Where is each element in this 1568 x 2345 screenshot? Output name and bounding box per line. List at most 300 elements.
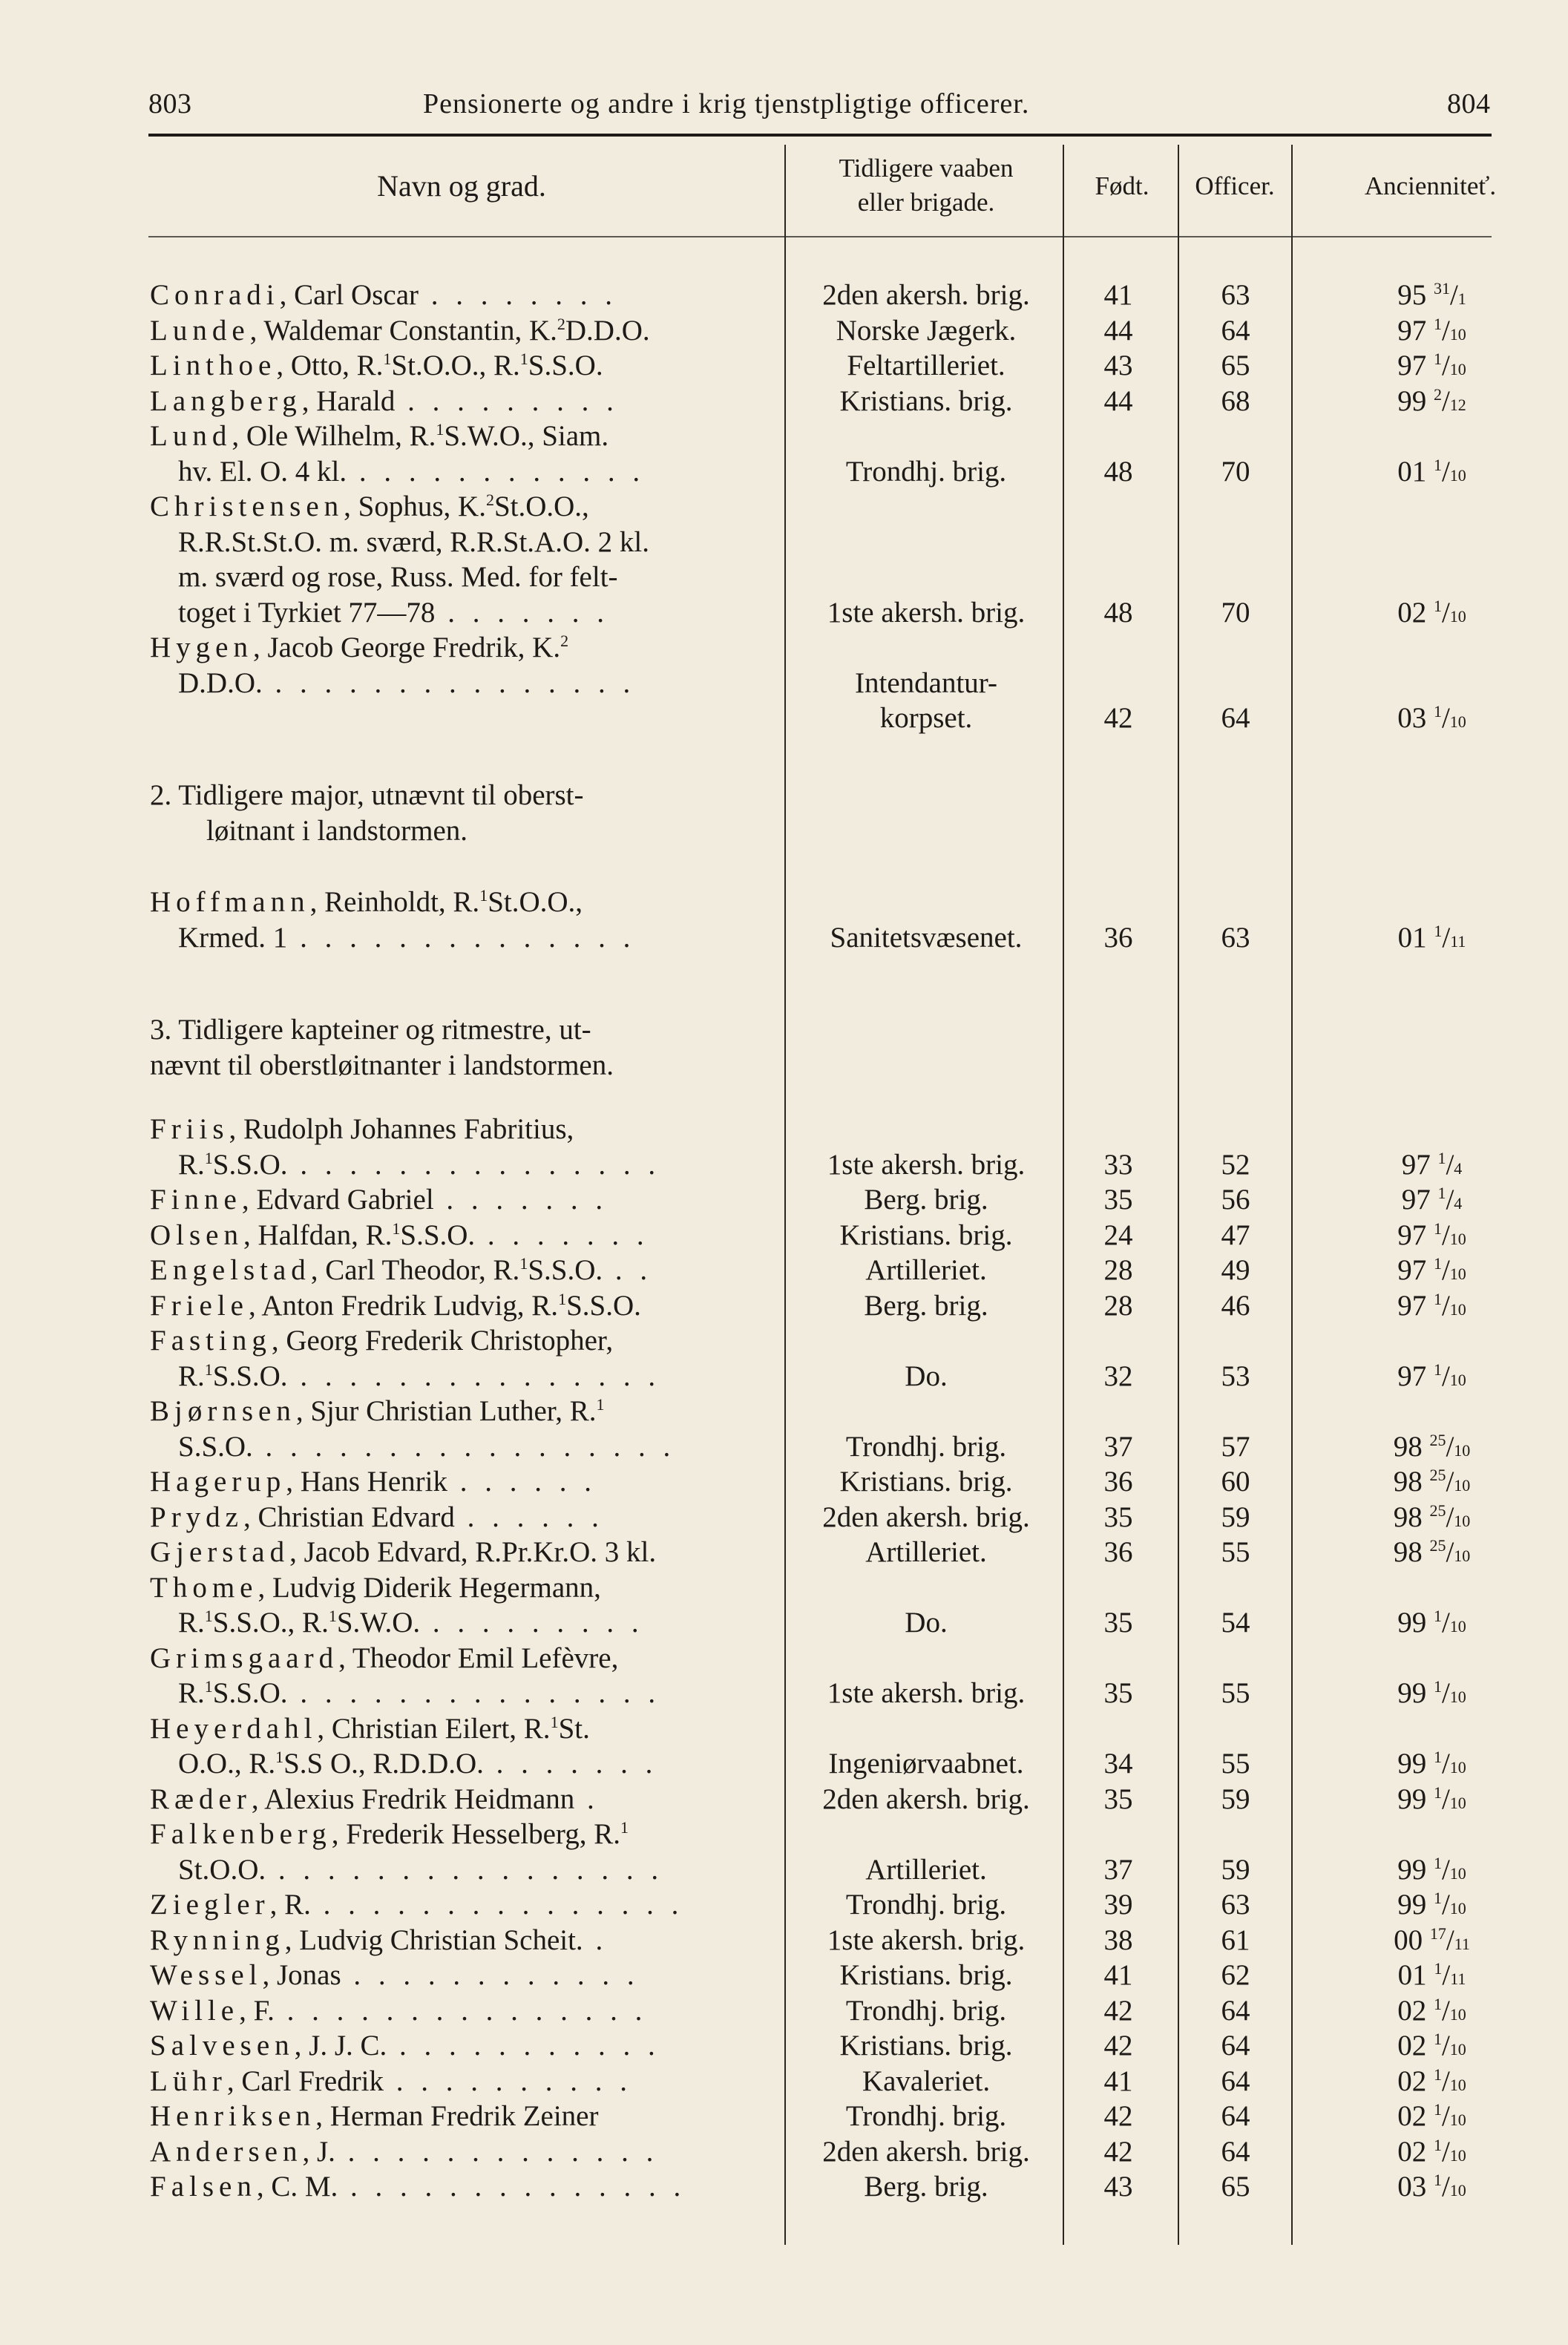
branch-cell: 2den akersh. brig. [822, 1782, 1030, 1815]
leader-dots: . . . . . . . . . . . . . . [338, 2171, 686, 2203]
officer-name [150, 1570, 773, 1606]
officer-name [150, 1711, 773, 1747]
born-year-cell: 42 [1103, 2100, 1133, 2132]
officer-name [150, 348, 773, 384]
seniority-fraction-denominator: 10 [1449, 1370, 1466, 1389]
table-row-continuation [0, 1676, 1568, 1711]
branch-cell: Berg. brig. [864, 2171, 988, 2203]
officer-name [150, 1253, 773, 1288]
branch-cell: 1ste akersh. brig. [827, 1148, 1026, 1181]
seniority-cell: 97 $^1$/10 [1397, 1360, 1466, 1392]
branch-cell: 2den akersh. brig. [822, 1501, 1030, 1533]
officer-name-rest: , C. M. [256, 2171, 338, 2203]
officer-surname: Conradi [150, 279, 280, 311]
table-row-continuation [0, 1359, 1568, 1394]
leader-dots: . . . . . . . . . . . . . . . [262, 666, 636, 699]
officer-year-cell: 59 [1221, 1782, 1250, 1815]
born-year-cell: 35 [1103, 1677, 1133, 1709]
seniority-fraction-denominator: 10 [1449, 606, 1466, 626]
born-year-cell: 44 [1103, 314, 1133, 347]
officer-year-cell: 63 [1221, 1889, 1250, 1921]
officer-name-continuation: S.S.O. . . . . . . . . . . . . . . . . . [178, 1430, 676, 1463]
born-year-cell: 42 [1103, 702, 1133, 734]
officer-name [150, 885, 773, 920]
seniority-year: 03 [1397, 702, 1434, 734]
seniority-fraction-numerator: 1 [1434, 1959, 1443, 1978]
seniority-fraction-numerator: 1 [1433, 2030, 1442, 2048]
officer-name [150, 313, 773, 349]
born-year-cell: 42 [1103, 2135, 1133, 2168]
leader-dots: . . . . . . . . . . . . . . . . . [252, 1430, 676, 1463]
seniority-cell: 02 $^1$/10 [1397, 596, 1466, 629]
seniority-fraction-denominator: 10 [1449, 1617, 1466, 1636]
table-row [0, 2134, 1568, 2170]
table-row-continuation [0, 525, 1568, 560]
seniority-year: 99 [1397, 384, 1434, 417]
officer-name [150, 1464, 773, 1500]
branch-cell: 2den akersh. brig. [822, 279, 1030, 311]
officer-name-rest: , Harald [301, 384, 396, 417]
officer-surname: Grimsgaard [150, 1642, 339, 1674]
officer-year-cell: 63 [1221, 279, 1250, 311]
officer-year-cell: 64 [1221, 2064, 1250, 2097]
officer-name-rest: , R. [269, 1889, 311, 1921]
table-row [0, 1958, 1568, 1993]
seniority-cell: 02 $^1$/10 [1397, 2064, 1466, 2097]
officer-surname: Olsen [150, 1219, 243, 1251]
table-row-continuation [0, 454, 1568, 490]
seniority-cell: 97 $^1$/10 [1397, 1219, 1466, 1251]
seniority-cell: 01 $^1$/11 [1397, 921, 1466, 954]
branch-cell: Do. [905, 1607, 948, 1639]
seniority-fraction-numerator: 1 [1433, 702, 1442, 721]
officer-year-cell: 65 [1221, 350, 1250, 381]
born-year-cell: 28 [1103, 1289, 1133, 1322]
seniority-fraction-denominator: 10 [1449, 2145, 1466, 2165]
seniority-cell: 00 $^{17}$/11 [1394, 1923, 1470, 1956]
leader-dots: . . . . . . . [483, 1748, 658, 1780]
branch-cell: korpset. [879, 702, 973, 734]
seniority-fraction-denominator: 10 [1454, 1547, 1471, 1565]
leader-dots: . . . . . . [454, 1501, 604, 1533]
officer-name-rest: , Sophus, K.$^2$St.O.O., [344, 491, 589, 522]
seniority-fraction-numerator: 1 [1433, 2100, 1442, 2119]
leader-dots: . . . . . . . [475, 1219, 649, 1251]
seniority-year: 02 [1397, 596, 1434, 629]
seniority-fraction-numerator: 31 [1433, 279, 1450, 298]
seniority-fraction-denominator: 10 [1449, 1688, 1466, 1706]
born-year-cell: 41 [1103, 1959, 1133, 1991]
seniority-year: 97 [1397, 1254, 1434, 1286]
table-row [0, 1887, 1568, 1923]
table-row [0, 1570, 1568, 1606]
born-year-cell: 48 [1103, 596, 1133, 629]
table-row [0, 1288, 1568, 1324]
branch-cell: Kristians. brig. [839, 1466, 1013, 1498]
leader-dots: . . . . . . . . . . . . . . . . [266, 1853, 664, 1886]
officer-surname: Lund [150, 420, 232, 452]
officer-name-rest: , F. [239, 1994, 275, 2027]
officer-name-rest: , Herman Fredrik Zeiner [315, 2100, 599, 2132]
section-3-heading-line1: 3. Tidligere kapteiner og ritmestre, ut- [150, 1014, 591, 1046]
leader-dots: . . . . . . . [433, 1184, 608, 1216]
seniority-year: 97 [1397, 1289, 1434, 1322]
officer-name-rest: , Theodor Emil Lefèvre, [338, 1642, 619, 1674]
branch-cell: Sanitetsvæsenet. [830, 921, 1023, 954]
officer-surname: Lunde [150, 314, 250, 347]
table-row-continuation [0, 666, 1568, 701]
seniority-fraction-denominator: 10 [1449, 1899, 1466, 1918]
seniority-cell: 97 $^1$/10 [1397, 314, 1466, 347]
officer-surname: Engelstad [150, 1254, 311, 1286]
officer-year-cell: 65 [1221, 2171, 1250, 2203]
header-rule [148, 134, 1492, 137]
seniority-fraction-numerator: 1 [1433, 2064, 1442, 2084]
officer-year-cell: 64 [1221, 2135, 1250, 2168]
officer-name [150, 489, 773, 525]
officer-year-cell: 64 [1221, 702, 1250, 734]
officer-surname: Ræder [150, 1782, 252, 1815]
born-year-cell: 41 [1103, 279, 1133, 311]
officer-name-rest: , Jacob George Fredrik, K.$^2$ [252, 632, 569, 663]
officer-name [150, 630, 773, 666]
seniority-year: 99 [1397, 1607, 1434, 1639]
officer-name [150, 1958, 773, 1993]
seniority-year: 98 [1393, 1501, 1430, 1533]
branch-cell: Trondhj. brig. [845, 1994, 1007, 2027]
seniority-cell: 97 $^1$/4 [1401, 1148, 1463, 1181]
officer-surname: Henriksen [150, 2100, 316, 2132]
table-row-continuation [0, 1605, 1568, 1641]
seniority-fraction-denominator: 10 [1449, 2040, 1466, 2059]
column-header-officer: Officer. [1195, 171, 1275, 200]
branch-cell: 1ste akersh. brig. [827, 1677, 1026, 1709]
table-row [0, 1711, 1568, 1747]
table-row-continuation [0, 1746, 1568, 1782]
officer-name-rest: , Jacob Edvard, R.Pr.Kr.O. 3 kl. [289, 1536, 657, 1568]
seniority-year: 97 [1397, 1360, 1434, 1392]
officer-name-continuation: R.$^1$S.S.O. . . . . . . . . . . . . . . . [178, 1677, 661, 1709]
born-year-cell: 35 [1103, 1782, 1133, 1815]
officer-name-rest: , Sjur Christian Luther, R.$^1$ [295, 1395, 605, 1427]
branch-cell: Kristians. brig. [839, 384, 1013, 417]
seniority-year: 01 [1397, 921, 1434, 954]
table-row [0, 1394, 1568, 1429]
officer-name-rest: , Halfdan, R.$^1$S.S.O. [243, 1219, 476, 1251]
table-row [0, 885, 1568, 920]
seniority-year: 01 [1397, 455, 1434, 488]
seniority-fraction-numerator: 1 [1433, 2171, 1442, 2189]
born-year-cell: 36 [1103, 921, 1133, 954]
table-row [0, 1923, 1568, 1958]
leader-dots: . . . . . . . [435, 596, 609, 629]
officer-year-cell: 64 [1221, 2030, 1250, 2062]
officer-name-rest: , Carl Fredrik [226, 2064, 384, 2097]
leader-dots: . [574, 1782, 600, 1815]
leader-dots: . . . . . . . . . . . . . . [287, 921, 636, 954]
leader-dots: . . . . . . [447, 1466, 597, 1498]
branch-cell: Artilleriet. [865, 1536, 987, 1568]
seniority-year: 97 [1401, 1184, 1438, 1216]
table-row-continuation [0, 920, 1568, 956]
officer-name-rest: , Ole Wilhelm, R.$^1$S.W.O., Siam. [232, 420, 609, 452]
officer-surname: Prydz [150, 1501, 243, 1533]
seniority-fraction-numerator: 1 [1433, 1782, 1442, 1802]
officer-name-rest: , Alexius Fredrik Heidmann [251, 1782, 575, 1815]
officer-name [150, 1887, 773, 1923]
section-3-heading-line2: nævnt til oberstløitnanter i landstormen. [150, 1049, 614, 1081]
leader-dots: . . . . . . . . . . . . . . . [287, 1360, 661, 1392]
seniority-fraction-numerator: 1 [1433, 350, 1442, 368]
seniority-fraction-numerator: 25 [1429, 1466, 1446, 1484]
officer-year-cell: 68 [1221, 384, 1250, 417]
seniority-fraction-numerator: 25 [1429, 1536, 1446, 1555]
column-header-branch [787, 151, 1066, 220]
officer-year-cell: 49 [1221, 1254, 1250, 1286]
seniority-cell: 98 $^{25}$/10 [1393, 1501, 1471, 1533]
leader-dots: . . . . . . . . . . . [387, 2030, 660, 2062]
officer-name-rest: , Frederik Hesselberg, R.$^1$ [331, 1818, 629, 1850]
branch-cell: Berg. brig. [864, 1184, 988, 1216]
officer-year-cell: 59 [1221, 1853, 1250, 1886]
branch-cell: Trondhj. brig. [845, 1430, 1007, 1463]
seniority-fraction-numerator: 1 [1433, 1994, 1442, 2013]
branch-cell: 1ste akersh. brig. [827, 596, 1026, 629]
seniority-year: 97 [1397, 350, 1434, 381]
officer-year-cell: 46 [1221, 1289, 1250, 1322]
officer-year-cell: 53 [1221, 1360, 1250, 1392]
officer-year-cell: 54 [1221, 1607, 1250, 1639]
branch-cell: Trondhj. brig. [845, 1889, 1007, 1921]
seniority-fraction-denominator: 10 [1449, 712, 1466, 731]
seniority-year: 99 [1397, 1782, 1434, 1815]
officer-surname: Andersen [150, 2135, 303, 2168]
leader-dots: . . . . . . . . . . . . [341, 1959, 640, 1991]
seniority-fraction-denominator: 10 [1449, 2004, 1466, 2024]
officer-name [150, 419, 773, 454]
seniority-fraction-denominator: 4 [1454, 1158, 1463, 1178]
seniority-fraction-denominator: 10 [1454, 1511, 1471, 1530]
seniority-fraction-numerator: 1 [1433, 1219, 1442, 1238]
branch-cell: Kristians. brig. [839, 1959, 1013, 1991]
born-year-cell: 36 [1103, 1536, 1133, 1568]
officer-surname: Lühr [150, 2064, 227, 2097]
leader-dots: . [583, 1923, 608, 1956]
officer-name [150, 1323, 773, 1359]
branch-cell: 1ste akersh. brig. [827, 1923, 1026, 1956]
branch-cell: Artilleriet. [865, 1254, 987, 1286]
seniority-year: 01 [1397, 1959, 1434, 1991]
seniority-year: 98 [1393, 1430, 1430, 1463]
leader-dots: . . . . . . . . . . . . [347, 455, 646, 488]
seniority-fraction-denominator: 10 [1449, 1229, 1466, 1248]
table-row [0, 1323, 1568, 1359]
officer-name-continuation: O.O., R.$^1$S.S O., R.D.D.O. . . . . . . . [178, 1748, 658, 1780]
seniority-cell: 01 $^1$/10 [1397, 455, 1466, 488]
branch-cell: Trondhj. brig. [845, 2100, 1007, 2132]
seniority-fraction-numerator: 1 [1437, 1184, 1446, 1202]
born-year-cell: 43 [1103, 2171, 1133, 2203]
born-year-cell: 42 [1103, 1994, 1133, 2027]
officer-name-continuation: R.R.St.St.O. m. sværd, R.R.St.A.O. 2 kl. [178, 525, 649, 558]
officer-name [150, 2134, 773, 2170]
born-year-cell: 24 [1103, 1219, 1133, 1251]
table-row-continuation [0, 560, 1568, 595]
officer-surname: Falkenberg [150, 1818, 332, 1850]
officer-year-cell: 70 [1221, 455, 1250, 488]
seniority-fraction-denominator: 4 [1454, 1194, 1463, 1213]
officer-name [150, 1817, 773, 1852]
table-row [0, 1817, 1568, 1852]
officer-name-continuation: D.D.O. . . . . . . . . . . . . . . . [178, 666, 636, 699]
seniority-fraction-denominator: 10 [1449, 2110, 1466, 2129]
seniority-cell: 98 $^{25}$/10 [1393, 1536, 1471, 1568]
officer-name [150, 1500, 773, 1535]
born-year-cell: 32 [1103, 1360, 1133, 1392]
seniority-year: 95 [1397, 279, 1434, 311]
section-2-heading-line2: løitnant i landstormen. [206, 815, 468, 847]
seniority-year: 02 [1397, 1994, 1434, 2027]
officer-name-rest: , Ludvig Christian Scheit. [284, 1923, 583, 1956]
officer-year-cell: 64 [1221, 2100, 1250, 2132]
seniority-fraction-denominator: 10 [1449, 465, 1466, 485]
seniority-cell: 99 $^1$/10 [1397, 1748, 1466, 1780]
officer-year-cell: 61 [1221, 1923, 1250, 1956]
officer-name-rest: , Edvard Gabriel [241, 1184, 434, 1216]
leader-dots: . . . . . . . . [419, 279, 618, 311]
seniority-cell: 03 $^1$/10 [1397, 2171, 1466, 2203]
column-header-born: Født. [1095, 171, 1149, 200]
officer-name [150, 1394, 773, 1429]
born-year-cell: 36 [1103, 1466, 1133, 1498]
seniority-cell: 98 $^{25}$/10 [1393, 1430, 1471, 1463]
section-2-heading-line1: 2. Tidligere major, utnævnt til oberst- [150, 779, 584, 811]
born-year-cell: 37 [1103, 1853, 1133, 1886]
table-row [0, 2064, 1568, 2099]
seniority-fraction-denominator: 10 [1449, 360, 1466, 378]
officer-year-cell: 47 [1221, 1219, 1250, 1251]
seniority-cell: 02 $^1$/10 [1397, 2135, 1466, 2168]
officer-name-rest: , Reinholdt, R.$^1$St.O.O., [309, 886, 583, 918]
seniority-fraction-denominator: 11 [1454, 1934, 1470, 1953]
born-year-cell: 35 [1103, 1184, 1133, 1216]
officer-name [150, 1782, 773, 1817]
born-year-cell: 34 [1103, 1748, 1133, 1780]
officer-name-rest: , Christian Edvard [243, 1501, 455, 1533]
officer-name-continuation: St.O.O. . . . . . . . . . . . . . . . . [178, 1853, 664, 1886]
seniority-cell: 97 $^1$/4 [1401, 1184, 1463, 1216]
table-row [0, 489, 1568, 525]
officer-surname: Bjørnsen [150, 1395, 296, 1427]
table-row [0, 1464, 1568, 1500]
page-number-right: 804 [1447, 88, 1491, 119]
seniority-cell: 99 $^1$/10 [1397, 1677, 1466, 1709]
seniority-fraction-numerator: 1 [1433, 596, 1442, 615]
seniority-fraction-denominator: 10 [1449, 324, 1466, 344]
officer-surname: Gjerstad [150, 1536, 290, 1568]
table-row [0, 1641, 1568, 1676]
officer-surname: Langberg [150, 384, 302, 417]
officer-name [150, 1112, 773, 1147]
officer-surname: Falsen [150, 2171, 257, 2203]
seniority-year: 98 [1393, 1536, 1430, 1568]
officer-name-continuation: hv. El. O. 4 kl. . . . . . . . . . . . . [178, 455, 646, 488]
branch-cell: Do. [905, 1360, 948, 1392]
seniority-year: 00 [1394, 1923, 1430, 1956]
table-row [0, 313, 1568, 349]
born-year-cell: 28 [1103, 1254, 1133, 1286]
seniority-fraction-numerator: 1 [1433, 455, 1442, 474]
branch-cell: Intendantur- [855, 666, 997, 699]
seniority-cell: 99 $^1$/10 [1397, 1607, 1466, 1639]
officer-surname: Christensen [150, 491, 344, 522]
officer-name-rest: , Ludvig Diderik Hegermann, [257, 1571, 601, 1604]
table-row-continuation [0, 1852, 1568, 1888]
seniority-cell: 97 $^1$/10 [1397, 350, 1466, 381]
officer-name [150, 2028, 773, 2064]
seniority-fraction-denominator: 10 [1449, 2075, 1466, 2094]
seniority-cell: 98 $^{25}$/10 [1393, 1466, 1471, 1498]
officer-year-cell: 64 [1221, 1994, 1250, 2027]
officer-name [150, 1535, 773, 1570]
officer-name-continuation: m. sværd og rose, Russ. Med. for felt- [178, 561, 618, 593]
officer-name-rest: , Anton Fredrik Ludvig, R.$^1$S.S.O. [248, 1289, 641, 1322]
table-row [0, 630, 1568, 666]
seniority-cell: 99 $^1$/10 [1397, 1782, 1466, 1815]
table-row [0, 1182, 1568, 1218]
born-year-cell: 43 [1103, 350, 1133, 381]
officer-name-rest: , J. [302, 2135, 335, 2168]
table-row [0, 1253, 1568, 1288]
seniority-fraction-numerator: 1 [1433, 1889, 1442, 1907]
officer-year-cell: 59 [1221, 1501, 1250, 1533]
seniority-cell: 02 $^1$/10 [1397, 1994, 1466, 2027]
born-year-cell: 35 [1103, 1501, 1133, 1533]
officer-name-continuation: Krmed. 1 . . . . . . . . . . . . . . [178, 921, 636, 954]
seniority-year: 99 [1397, 1853, 1434, 1886]
column-header-branch-line1: Tidligere vaaben [839, 154, 1014, 183]
officer-name [150, 2169, 773, 2205]
table-row [0, 1218, 1568, 1253]
officer-surname: Hygen [150, 632, 253, 663]
seniority-cell: 95 $^{31}$/1 [1397, 279, 1466, 311]
seniority-year: 02 [1397, 2064, 1434, 2097]
officer-name-rest: , Carl Oscar [279, 279, 419, 311]
branch-cell: 2den akersh. brig. [822, 2135, 1030, 2168]
officer-year-cell: 57 [1221, 1430, 1250, 1463]
seniority-cell: 97 $^1$/10 [1397, 1254, 1466, 1286]
table-row [0, 348, 1568, 384]
seniority-fraction-denominator: 10 [1449, 1758, 1466, 1777]
column-header-name: Navn og grad. [377, 169, 546, 203]
officer-name [150, 1641, 773, 1676]
table-row-continuation [0, 701, 1568, 736]
seniority-year: 98 [1393, 1466, 1430, 1498]
table-row [0, 278, 1568, 313]
seniority-fraction-denominator: 1 [1457, 289, 1466, 308]
table-row [0, 2099, 1568, 2134]
seniority-fraction-denominator: 10 [1449, 1863, 1466, 1883]
officer-year-cell: 63 [1221, 921, 1250, 954]
seniority-fraction-numerator: 2 [1433, 384, 1442, 404]
officer-name-rest: , Christian Eilert, R.$^1$St. [317, 1712, 590, 1745]
seniority-fraction-numerator: 1 [1433, 1748, 1442, 1766]
officer-name-rest: , Hans Henrik [286, 1466, 447, 1498]
born-year-cell: 37 [1103, 1430, 1133, 1463]
officer-name [150, 1923, 773, 1958]
officer-surname: Linthoe [150, 350, 277, 381]
officer-surname: Heyerdahl [150, 1712, 318, 1745]
